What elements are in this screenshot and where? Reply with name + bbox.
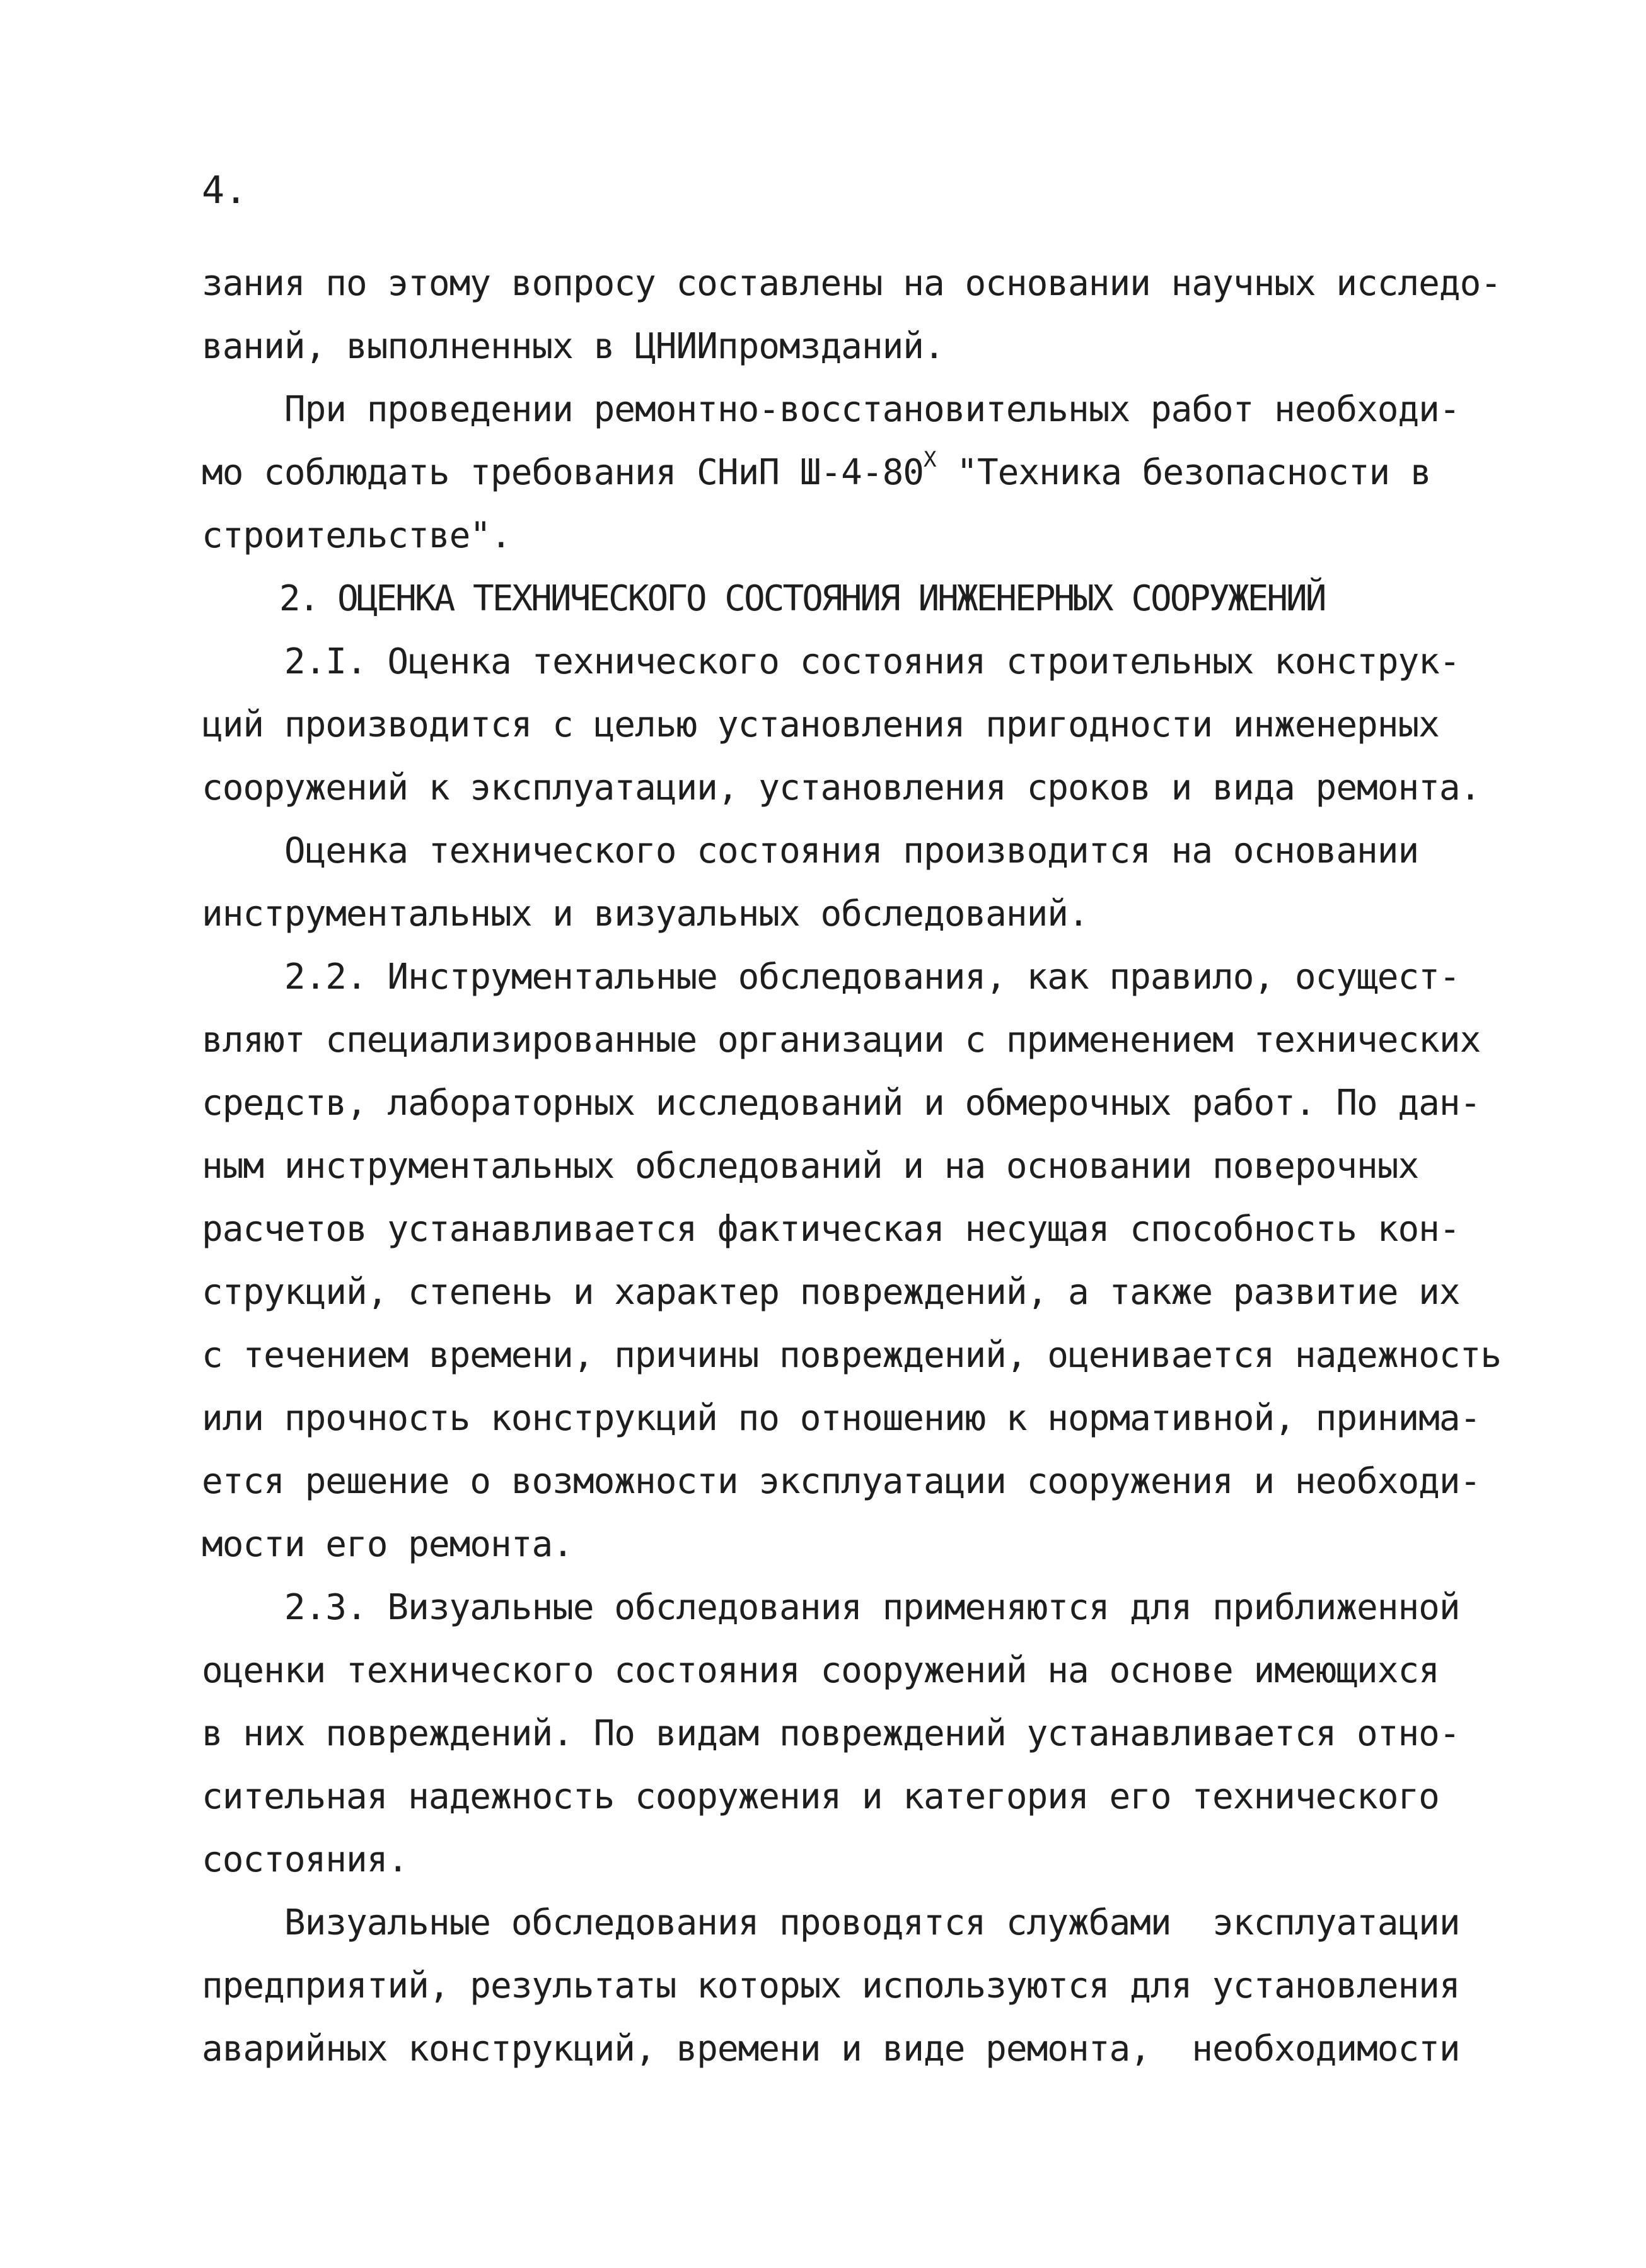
text-line: 2.I. Оценка технического состояния строительных конструк-: [202, 641, 1460, 682]
text-line: или прочность конструкций по отношению к нормативной, принима-: [202, 1398, 1481, 1439]
section-heading-text: 2. ОЦЕНКА ТЕХНИЧЕСКОГО СОСТОЯНИЯ ИНЖЕНЕРНЫХ СООРУЖЕНИЙ: [202, 578, 1325, 619]
text-line: ций производится с целью установления пригодности инженерных: [202, 704, 1439, 745]
text-line: сительная надежность сооружения и категория его технического: [202, 1776, 1439, 1817]
paragraph-2-1: [202, 631, 1481, 820]
text-line: мости его ремонта.: [202, 1524, 573, 1565]
text-line: зания по этому вопросу составлены на основании научных исследо-: [202, 263, 1502, 304]
paragraph-visual-inspections: [202, 1892, 1460, 2081]
section-heading: [202, 567, 1450, 631]
text-line: сооружений к эксплуатации, установления сроков и вида ремонта.: [202, 767, 1481, 808]
paragraph-intro-continuation: [202, 252, 1502, 378]
text-line: ется решение о возможности эксплуатации сооружения и необходи-: [202, 1461, 1481, 1502]
text-line: оценки технического состояния сооружений на основе имеющихся: [202, 1650, 1439, 1691]
text-line: ваний, выполненных в ЦНИИпромзданий.: [202, 326, 944, 367]
paragraph-2-2: [202, 946, 1502, 1576]
text-line: инструментальных и визуальных обследований.: [202, 893, 1089, 934]
text-fragment: "Техника безопасности в: [936, 452, 1431, 493]
paragraph-safety-requirements: [202, 378, 1460, 567]
paragraph-2-3: [202, 1576, 1460, 1892]
text-line: 2.2. Инструментальные обследования, как правило, осущест-: [202, 957, 1460, 997]
text-line: струкций, степень и характер повреждений, а также развитие их: [202, 1272, 1460, 1313]
text-line: с течением времени, причины повреждений, оценивается надежность: [202, 1335, 1502, 1376]
text-line: аварийных конструкций, времени и виде ремонта, необходимости: [202, 2028, 1460, 2069]
page-number: 4.: [202, 168, 248, 212]
text-line: Визуальные обследования проводятся службами эксплуатации: [202, 1902, 1460, 1943]
text-line: средств, лабораторных исследований и обмерочных работ. По дан-: [202, 1083, 1481, 1124]
text-line: Оценка технического состояния производится на основании: [202, 830, 1419, 871]
paragraph-assessment-basis: [202, 820, 1450, 946]
text-line: строительстве".: [202, 515, 511, 556]
text-line: вляют специализированные организации с применением технических: [202, 1020, 1481, 1061]
text-line: состояния.: [202, 1839, 409, 1880]
text-fragment: мо соблюдать требования СНиП Ш-4-80: [202, 452, 924, 493]
text-line: 2.3. Визуальные обследования применяются для приближенной: [202, 1587, 1460, 1628]
text-line: расчетов устанавливается фактическая несущая способность кон-: [202, 1209, 1460, 1250]
text-line: в них повреждений. По видам повреждений устанавливается отно-: [202, 1713, 1460, 1754]
text-line: ным инструментальных обследований и на основании поверочных: [202, 1146, 1419, 1187]
text-line-with-superscript: [202, 441, 1450, 504]
text-line: предприятий, результаты которых используются для установления: [202, 1965, 1460, 2006]
superscript-mark: X: [924, 447, 936, 472]
text-line: При проведении ремонтно-восстановительных работ необходи-: [202, 389, 1460, 430]
